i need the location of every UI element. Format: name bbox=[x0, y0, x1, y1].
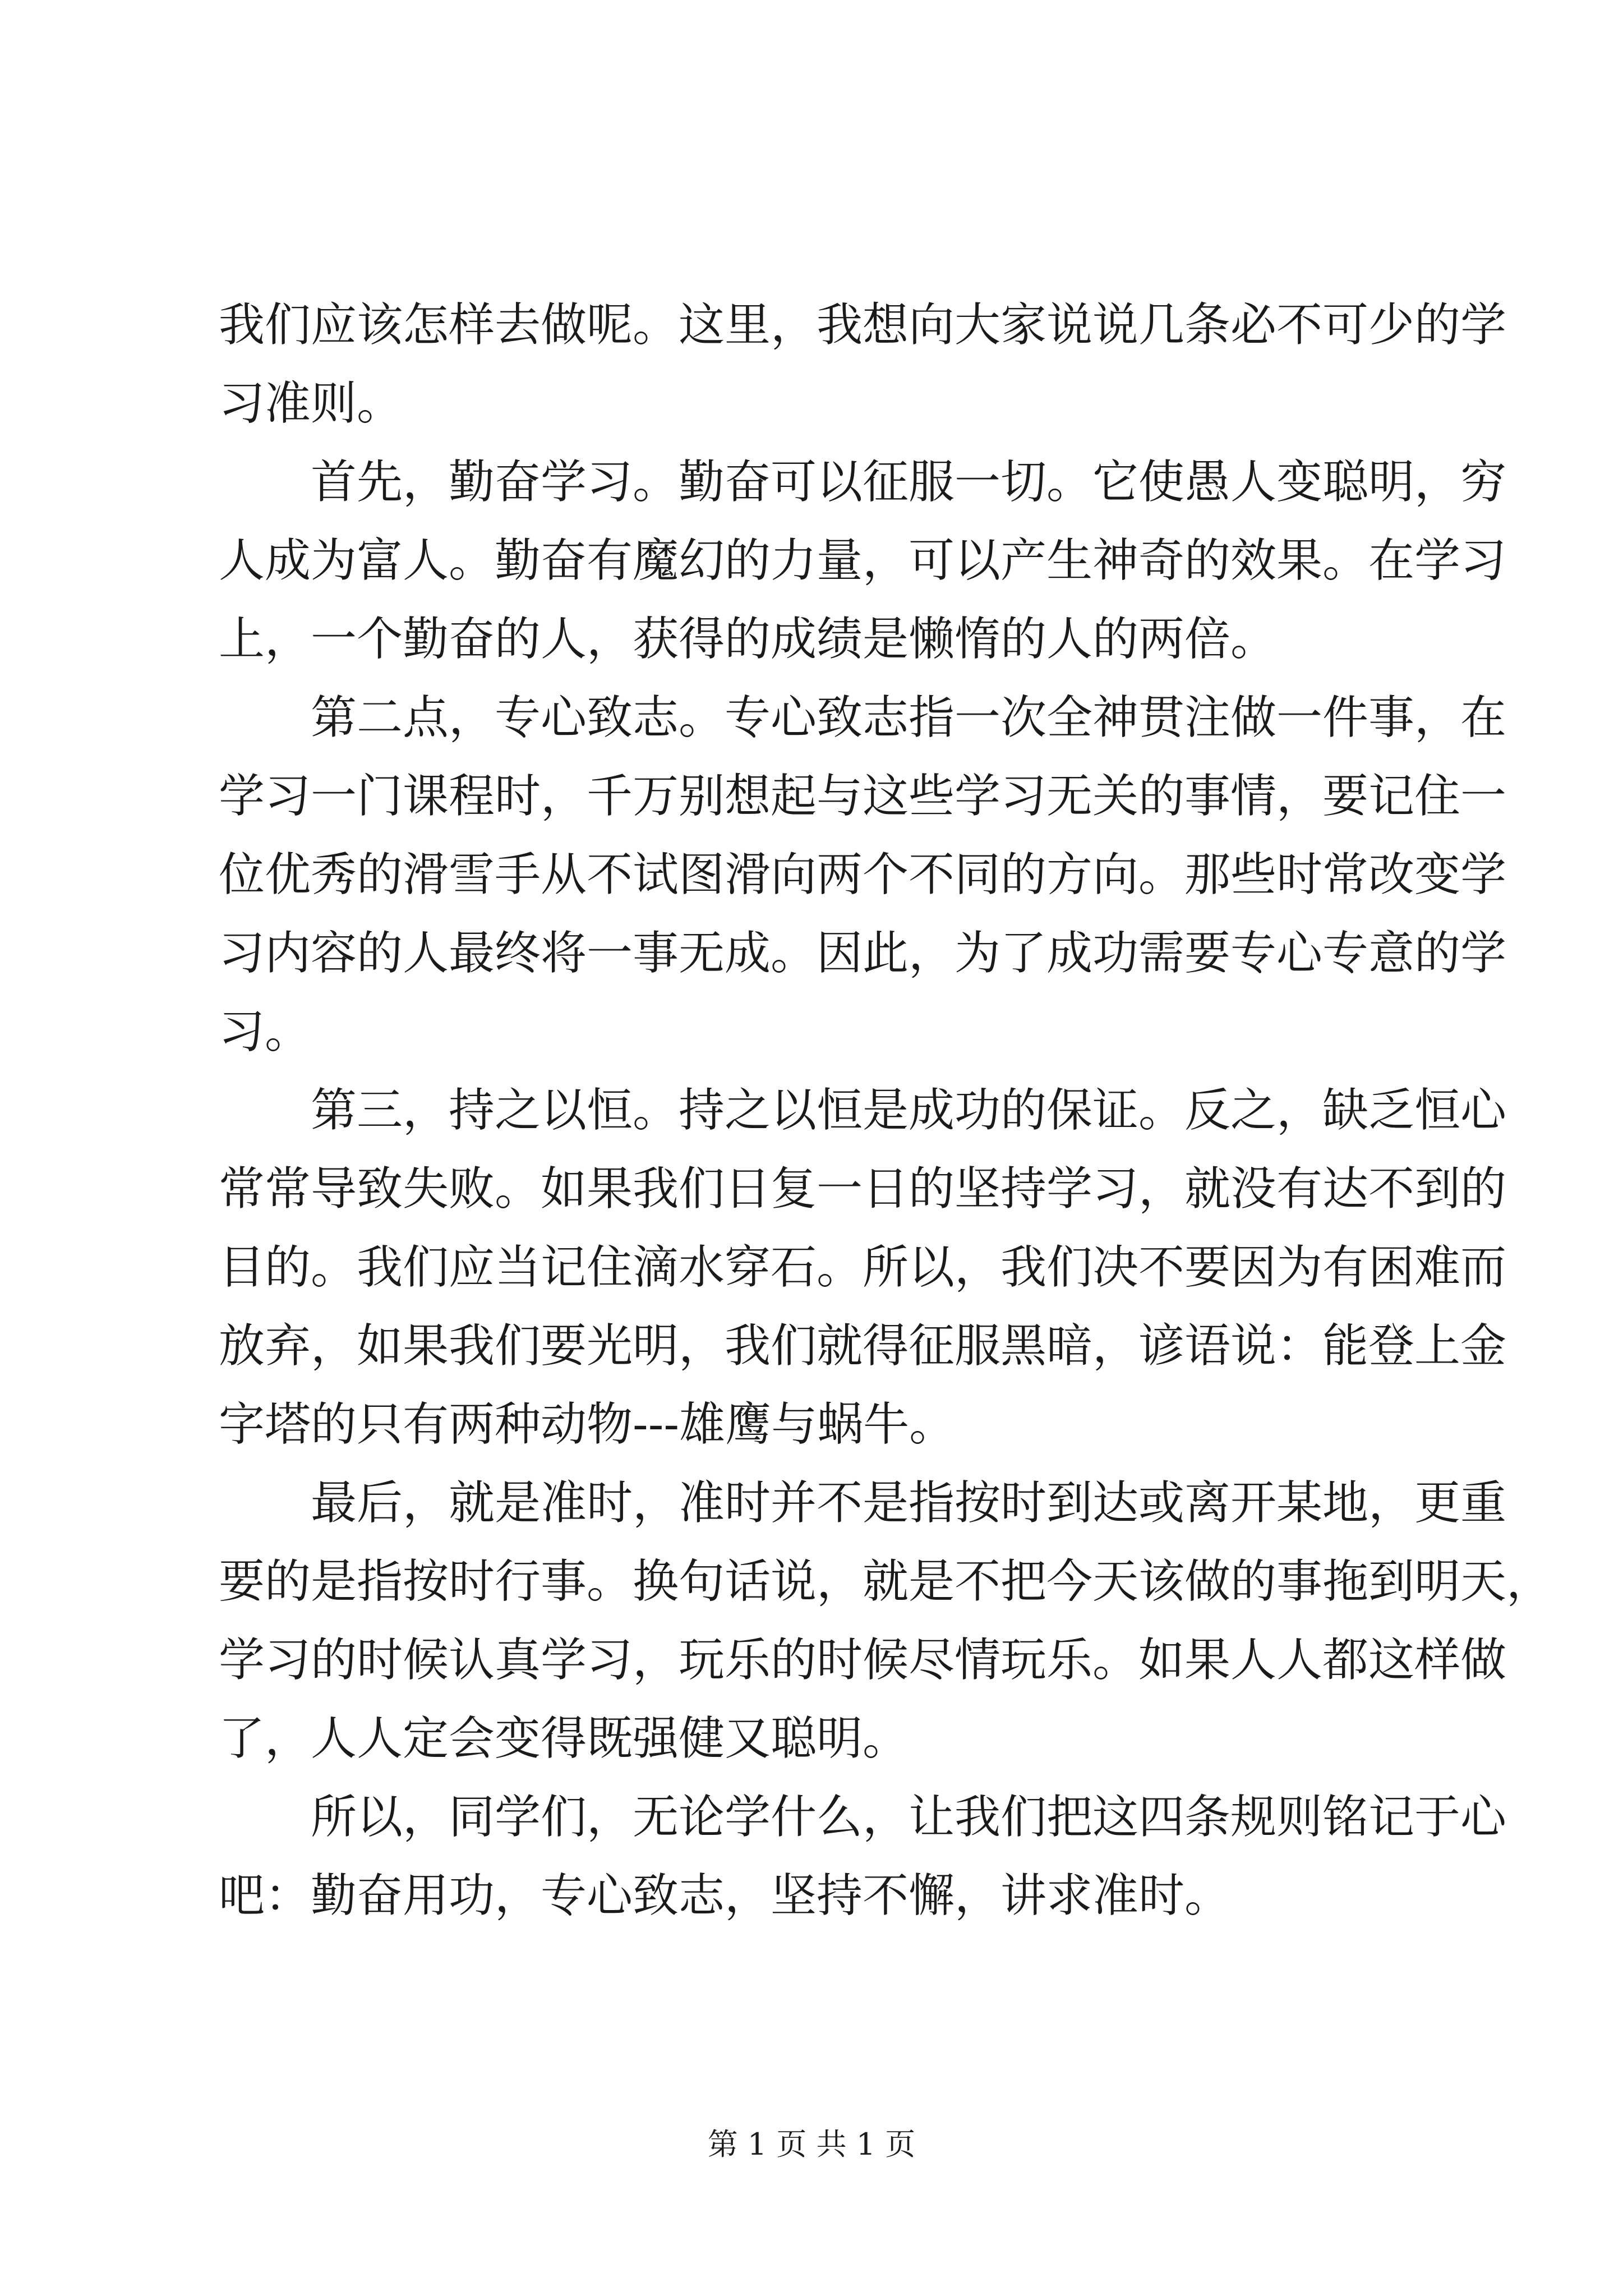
paragraph-line: 我们应该怎样去做呢。这里，我想向大家说说几条必不可少的学 bbox=[219, 298, 1507, 352]
paragraph bbox=[219, 1071, 1507, 1464]
paragraph-line: 上，一个勤奋的人，获得的成绩是懒惰的人的两倍。 bbox=[219, 613, 1277, 666]
paragraph-line: 吧：勤奋用功，专心致志，坚持不懈，讲求准时。 bbox=[219, 1869, 1231, 1922]
paragraph-line: 第二点，专心致志。专心致志指一次全神贯注做一件事，在 bbox=[311, 691, 1507, 744]
paragraph bbox=[219, 679, 1507, 1071]
paragraph bbox=[219, 443, 1507, 679]
paragraph-line: 人成为富人。勤奋有魔幻的力量，可以产生神奇的效果。在学习 bbox=[219, 534, 1507, 587]
paragraph-line: 目的。我们应当记住滴水穿石。所以，我们决不要因为有困难而 bbox=[219, 1241, 1507, 1294]
paragraph-line: 习准则。 bbox=[219, 377, 403, 430]
paragraph-line: 位优秀的滑雪手从不试图滑向两个不同的方向。那些时常改变学 bbox=[219, 848, 1507, 901]
paragraph-line: 首先，勤奋学习。勤奋可以征服一切。它使愚人变聪明，穷 bbox=[311, 455, 1507, 509]
paragraph-line: 放弃，如果我们要光明，我们就得征服黑暗，谚语说：能登上金 bbox=[219, 1319, 1507, 1373]
paragraph-line: 习。 bbox=[219, 1005, 311, 1059]
paragraph-line: 学习的时候认真学习，玩乐的时候尽情玩乐。如果人人都这样做 bbox=[219, 1634, 1507, 1687]
paragraph-line: 字塔的只有两种动物---雄鹰与蜗牛。 bbox=[219, 1398, 956, 1451]
document-body bbox=[219, 286, 1553, 1935]
page-footer: 第 1 页 共 1 页 bbox=[707, 2127, 916, 2162]
paragraph-line: 第三，持之以恒。持之以恒是成功的保证。反之，缺乏恒心 bbox=[311, 1084, 1507, 1137]
paragraph-line: 所以，同学们，无论学什么，让我们把这四条规则铭记于心 bbox=[311, 1791, 1507, 1844]
paragraph bbox=[219, 1778, 1507, 1935]
paragraph bbox=[219, 1464, 1553, 1778]
paragraph-line: 最后，就是准时，准时并不是指按时到达或离开某地，更重 bbox=[311, 1476, 1507, 1530]
paragraph-line: 了，人人定会变得既强健又聪明。 bbox=[219, 1712, 909, 1765]
paragraph-line: 习内容的人最终将一事无成。因此，为了成功需要专心专意的学 bbox=[219, 927, 1507, 980]
paragraph bbox=[219, 286, 1507, 443]
paragraph-line: 学习一门课程时，千万别想起与这些学习无关的事情，要记住一 bbox=[219, 770, 1507, 823]
paragraph-line: 要的是指按时行事。换句话说，就是不把今天该做的事拖到明天， bbox=[219, 1555, 1553, 1608]
paragraph-line: 常常导致失败。如果我们日复一日的坚持学习，就没有达不到的 bbox=[219, 1162, 1507, 1216]
